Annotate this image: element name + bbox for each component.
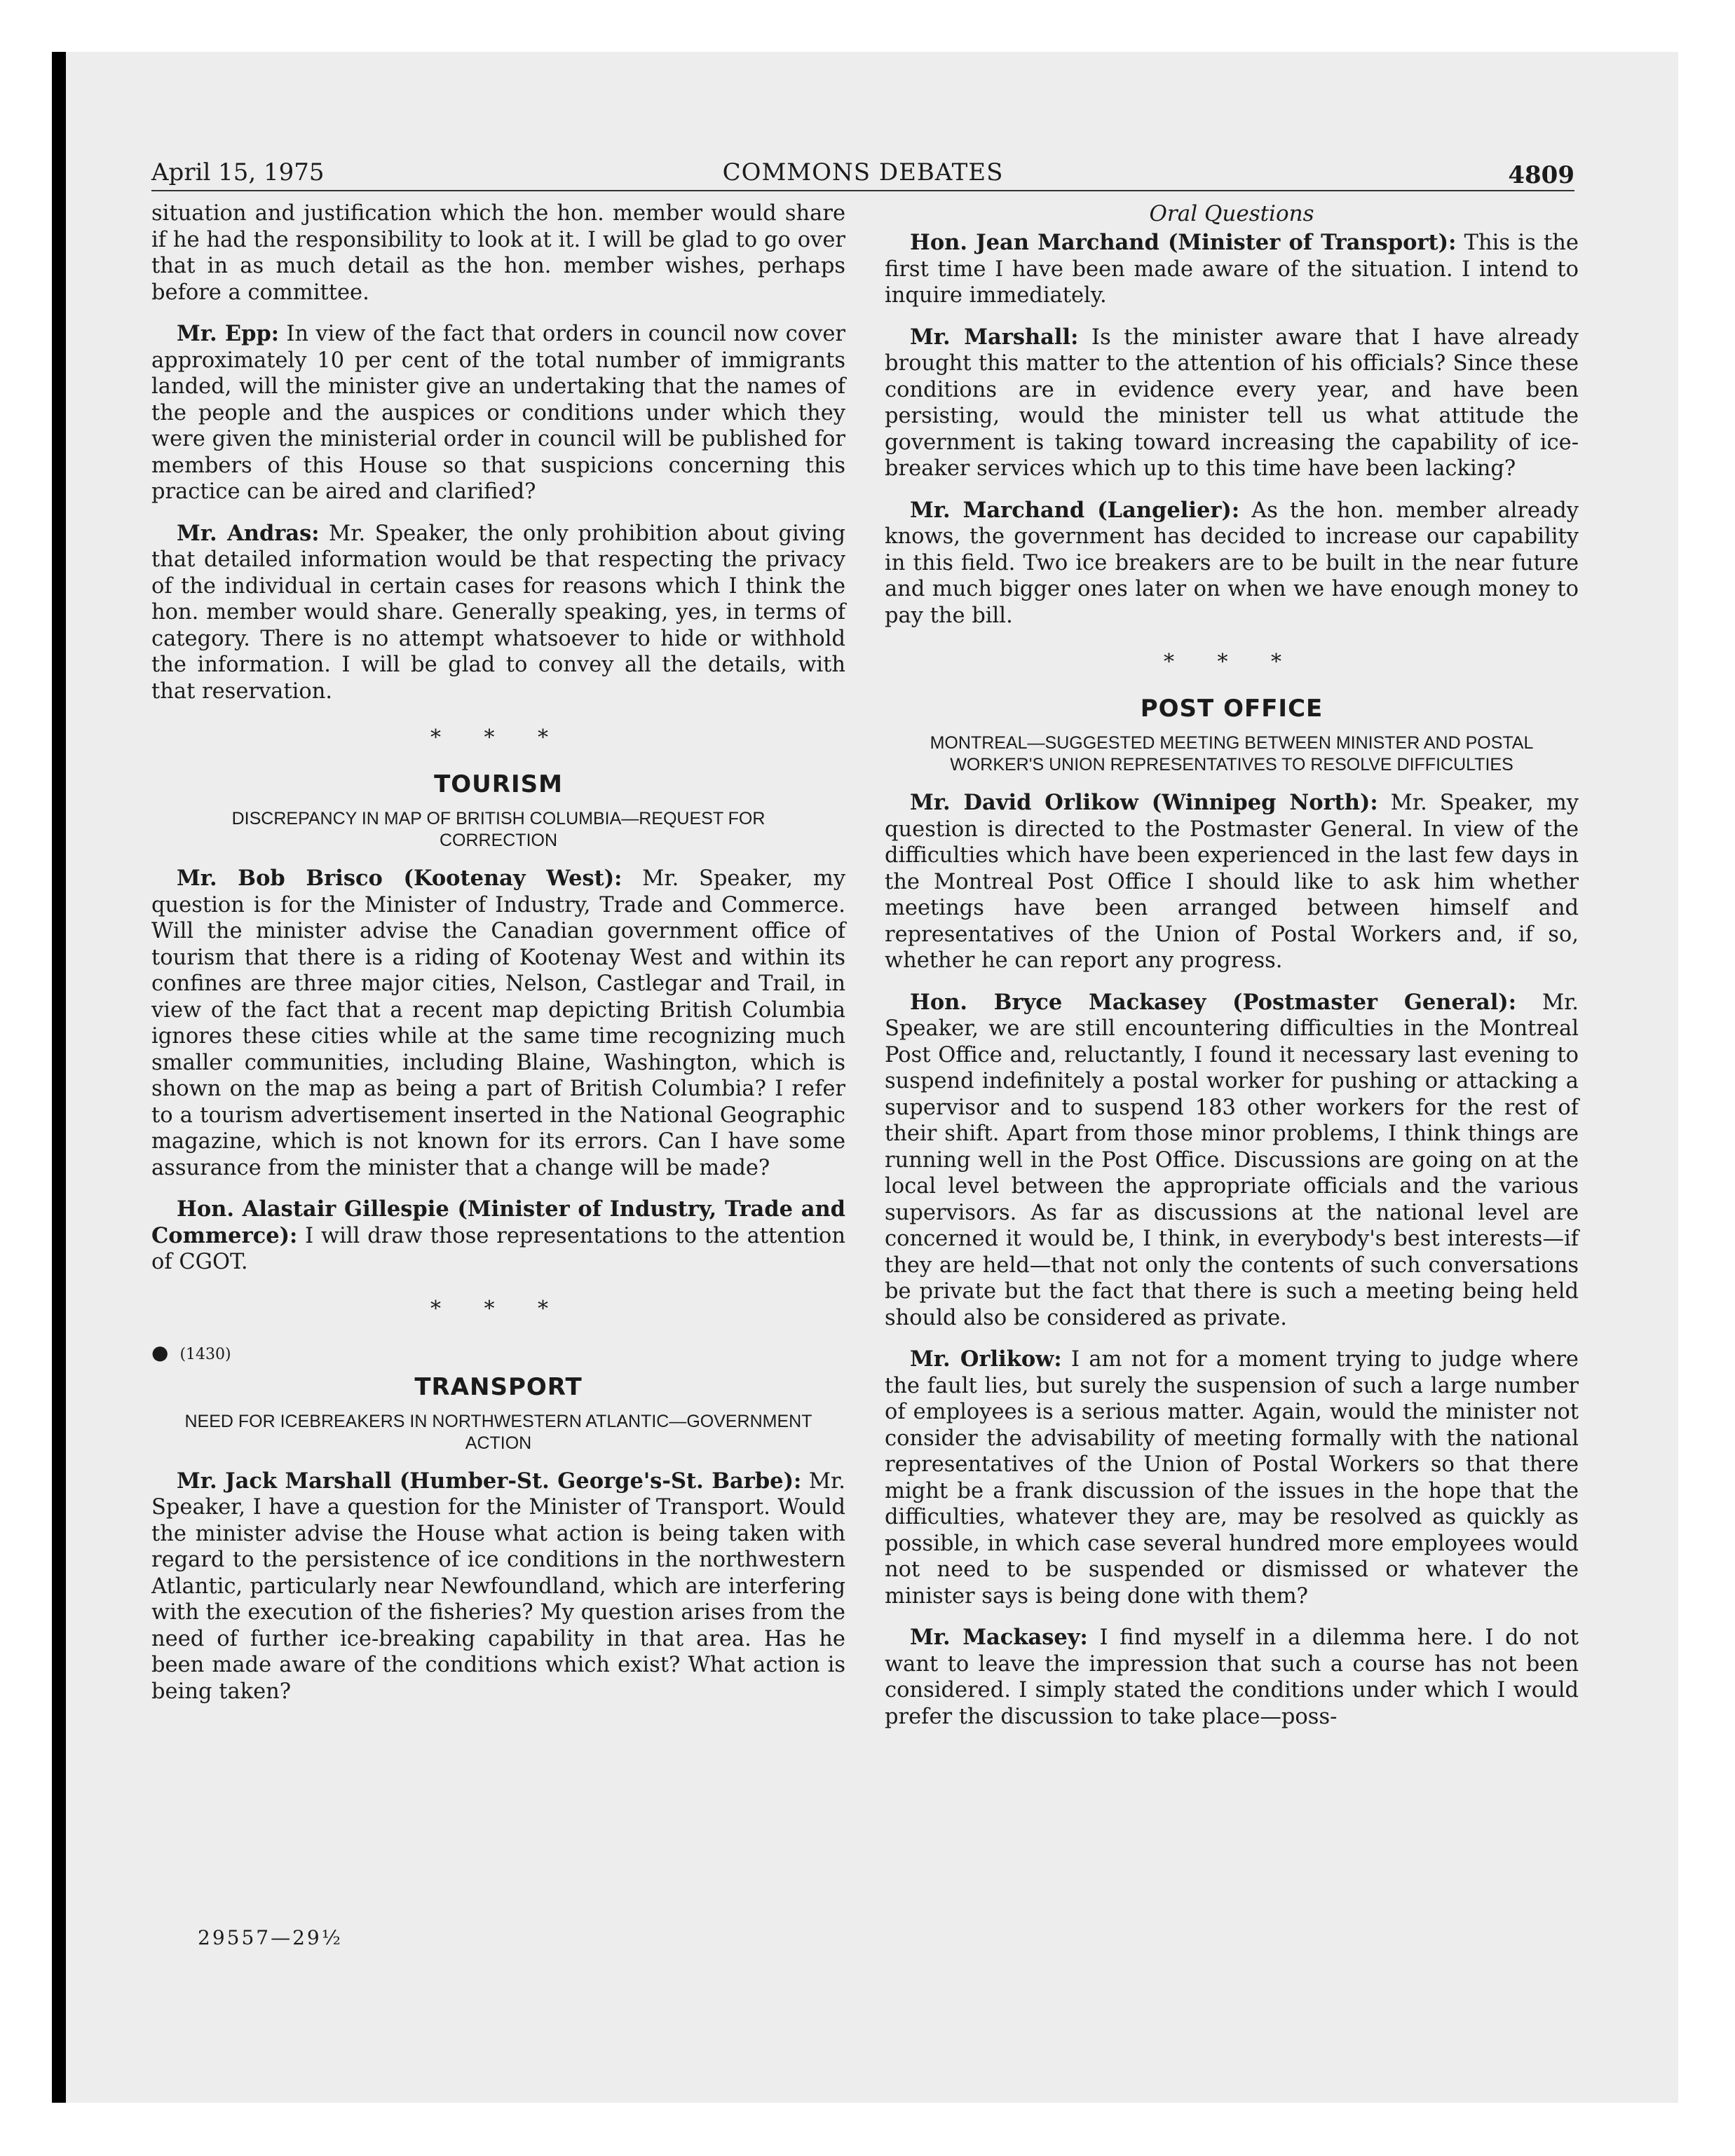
section-subtitle: DISCREPANCY IN MAP OF BRITISH COLUMBIA—REQUEST FOR CORRECTION [231, 809, 766, 850]
speaker-name: Hon. Bryce Mackasey (Postmaster General): [910, 989, 1516, 1015]
section-subtitle: NEED FOR ICEBREAKERS IN NORTHWESTERN ATLANTIC—GOVERNMENT ACTION [184, 1411, 812, 1453]
scan-black-edge [52, 52, 66, 2103]
speaker-name: Mr. Jack Marshall (Humber-St. George's-St. Barbe): [177, 1468, 802, 1494]
paragraph [151, 321, 845, 505]
paragraph [885, 790, 1579, 974]
header-page-number: 4809 [1508, 161, 1574, 189]
left-column [151, 200, 845, 1720]
speech-text: I will draw those representations to the attention of CGOT. [151, 1223, 845, 1274]
column-heading: Oral Questions [1149, 201, 1314, 226]
footer-signature-code: 29557—29½ [198, 1926, 343, 1949]
section-subtitle: MONTREAL—SUGGESTED MEETING BETWEEN MINISTER AND POSTAL WORKER'S UNION REPRESENTATIVES TO RESOLVE DIFFICULTIES [930, 733, 1534, 775]
speech-text: Mr. Speaker, the only prohibition about giving that detailed information would be that respecting the privacy of the individual in certain cases for reasons which I think the hon. member would share. Generally speaking, yes, in terms of category. There is no attempt whatsoever to hide or withhold the information. I will be glad to convey all the details, with that reservation. [151, 521, 845, 704]
paragraph [151, 521, 845, 705]
section-title-tourism: TOURISM [434, 770, 563, 798]
right-column [885, 200, 1579, 1745]
section-separator: * * * [430, 1296, 567, 1321]
speaker-name: Mr. Mackasey: [910, 1625, 1088, 1650]
paragraph [885, 230, 1579, 309]
speaker-name: Mr. Andras: [177, 520, 320, 546]
header-rule [151, 190, 1574, 191]
time-marker-text: (1430) [179, 1345, 231, 1363]
section-title-transport: TRANSPORT [414, 1372, 583, 1401]
paragraph [885, 498, 1579, 629]
speech-text: Mr. Speaker, we are still encountering difficulties in the Montreal Post Office and, reluctantly, I found it necessary last evening to suspend indefinitely a postal worker for pushing or attacking a supervisor and to suspend 183 other workers for the rest of their shift. Apart from those minor problems, I think things are running well in the Post Office. Discussions are going on at the local level between the appropriate officials and the various supervisors. As far as discussions at the national level are concerned it would be, I think, in everybody's best interests—if they are held—that not only the contents of such conversations be private but the fact that there is such a meeting being held should also be considered as private. [885, 990, 1579, 1330]
speech-text: Mr. Speaker, my question is directed to the Postmaster General. In view of the difficulties which have been experienced in the last few days in the Montreal Post Office I should like to ask him whether meetings have been arranged between himself and representatives of the Union of Postal Workers and, if so, whether he can report any progress. [885, 791, 1579, 973]
section-separator: * * * [1163, 650, 1300, 674]
speech-text: Mr. Speaker, I have a question for the Minister of Transport. Would the minister advise the House what action is being taken with regard to the persistence of ice conditions in the northwestern Atlantic, particularly near Newfoundland, which are interfering with the execution of the fisheries? My question arises from the need of further ice-breaking capability in that area. Has he been made aware of the conditions which exist? What action is being taken? [151, 1468, 845, 1704]
speech-text: Mr. Speaker, my question is for the Minister of Industry, Trade and Commerce. Will the minister advise the Canadian government office of tourism that there is a riding of Kootenay West and within its confines are three major cities, Nelson, Castlegar and Trail, in view of the fact that a recent map depicting British Columbia ignores these cities while at the same time recognizing much smaller communities, including Blaine, Washington, which is shown on the map as being a part of British Columbia? I refer to a tourism advertisement inserted in the National Geographic magazine, which is not known for its errors. Can I have some assurance from the minister that a change will be made? [151, 866, 845, 1180]
speaker-name: Hon. Jean Marchand (Minister of Transport): [910, 230, 1457, 255]
speaker-name: Mr. Bob Brisco (Kootenay West): [177, 866, 622, 891]
paragraph [151, 1468, 845, 1705]
speaker-name: Mr. David Orlikow (Winnipeg North): [910, 790, 1378, 815]
running-head [151, 153, 1574, 192]
paragraph: situation and justification which the hon. member would share if he had the responsibility to look at it. I will be glad to go over that in as much detail as the hon. member wishes, perhaps before a committee. [151, 201, 845, 305]
bullet-icon: ● [151, 1340, 169, 1364]
speech-text: I find myself in a dilemma here. I do not want to leave the impression that such a course has not been considered. I simply stated the conditions under which I would prefer the discussion to take place—poss- [885, 1625, 1579, 1729]
speaker-name: Mr. Epp: [177, 321, 280, 346]
time-marker [151, 1340, 845, 1367]
paragraph [885, 325, 1579, 482]
speaker-name: Mr. Marshall: [910, 324, 1079, 350]
speech-text: As the hon. member already knows, the government has decided to increase our capability in this field. Two ice breakers are to be built in the near future and much bigger ones later on when we have enough money to pay the bill. [885, 498, 1579, 628]
speech-text: I am not for a moment trying to judge where the fault lies, but surely the suspension of such a large number of employees is a serious matter. Again, would the minister not consider the advisability of meeting formally with the national representatives of the Union of Postal Workers so that there might be a frank discussion of the issues in the hope that the difficulties, whatever they are, may be resolved as quickly as possible, in which case several hundred more employees would not need to be suspended or dismissed or whatever the minister says is being done with them? [885, 1347, 1579, 1609]
speech-text: Is the minister aware that I have already brought this matter to the attention of his officials? Since these conditions are in evidence every year, and have been persisting, would the minister tell us what attitude the government is taking toward increasing the capability of ice-breaker services which up to this time have been lacking? [885, 325, 1579, 481]
speech-text: In view of the fact that orders in council now cover approximately 10 per cent of the total number of immigrants landed, will the minister give an undertaking that the names of the people and the auspices or conditions under which they were given the ministerial order in council will be published for members of this House so that suspicions concerning this practice can be aired and clarified? [151, 322, 845, 504]
speaker-name: Mr. Orlikow: [910, 1346, 1062, 1372]
speech-text: This is the first time I have been made aware of the situation. I intend to inquire immediately. [885, 231, 1579, 308]
section-title-post-office: POST OFFICE [1140, 695, 1324, 723]
speaker-name: Mr. Marchand (Langelier): [910, 497, 1240, 523]
speaker-name: Hon. Alastair Gillespie (Minister of Industry, Trade and Commerce): [151, 1196, 845, 1248]
paragraph [151, 1196, 845, 1276]
header-date: April 15, 1975 [151, 158, 325, 186]
paragraph [885, 1346, 1579, 1609]
header-journal-title: COMMONS DEBATES [722, 158, 1004, 186]
paragraph [885, 1625, 1579, 1730]
section-separator: * * * [430, 725, 567, 750]
paragraph [885, 990, 1579, 1332]
paragraph [151, 866, 845, 1181]
